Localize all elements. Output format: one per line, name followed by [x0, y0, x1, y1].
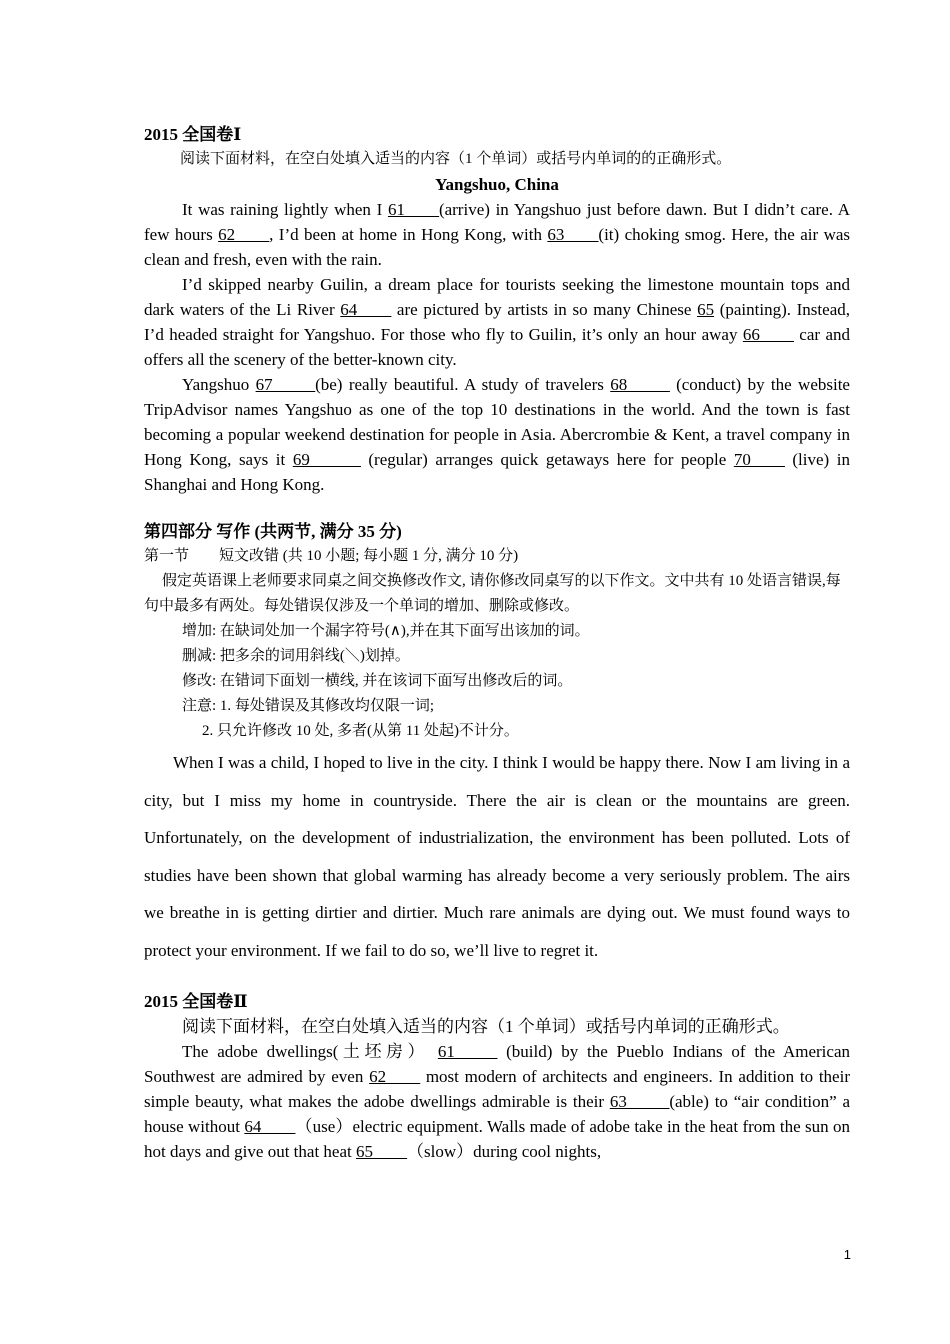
- section1-instruction: 阅读下面材料，在空白处填入适当的内容（1 个单词）或括号内单词的的正确形式。: [180, 151, 732, 167]
- text-run: I’d skipped nearby Guilin, a dream place for tourists seeking the limestone mountain tops and dark waters of the Li River: [144, 275, 850, 319]
- rule-delete: 删减: 把多余的词用斜线(＼)划掉。: [182, 648, 410, 664]
- blank-65: 65: [697, 300, 715, 319]
- text-run: (be) really beautiful. A study of travelers: [315, 375, 611, 394]
- text-run: (arrive) in Yangshuo just before dawn. But I didn’t care. A few hours: [144, 200, 850, 244]
- text-run: most modern of architects and engineers. In addition to their simple beauty, what makes the adobe dwellings admirable is their: [144, 1067, 850, 1111]
- spacer: [144, 969, 850, 989]
- blank-69: 69______: [292, 450, 361, 469]
- text-run: are pictured by artists in so many Chinese: [391, 300, 698, 319]
- correction-essay: When I was a child, I hoped to live in the city. I think I would be happy there. Now I am living in a city, but I miss my home in countryside. There the air is clean or the mountains are green. Unfortunately, on the development of industrialization, the environment has been polluted. Lots of studies have been shown that global warming has already become a very seriously problem. The airs we breathe in is getting dirtier and dirtier. Much rare animals are dying out. We must found ways to protect your environment. If we fail to do so, we’ll live to regret it.: [144, 753, 850, 960]
- passage-title: Yangshuo, China: [435, 175, 559, 194]
- page-number: 1: [843, 1247, 851, 1262]
- section3-heading: 2015 全国卷Ⅱ: [144, 992, 248, 1011]
- text-run: (live) in Shanghai and Hong Kong.: [144, 450, 850, 494]
- blank-61: 61____: [387, 200, 439, 219]
- blank-64: 64____: [340, 300, 392, 319]
- blank-2-65: 65____: [355, 1142, 407, 1161]
- blank-2-63: 63_____: [609, 1092, 670, 1111]
- text-run: （slow）during cool nights,: [406, 1142, 602, 1161]
- text-run: (painting). Instead, I’d headed straight for Yangshuo. For those who fly to Guilin, it’s only an hour away: [144, 300, 850, 344]
- text-run: （use）electric equipment. Walls made of adobe take in the heat from the sun on hot days and give out that heat: [144, 1117, 850, 1161]
- passage1-paragraph-2: [144, 272, 850, 372]
- text-run: (able) to “air condition” a house without: [144, 1092, 850, 1136]
- spacer: [144, 497, 850, 519]
- text-run: (build) by the Pueblo Indians of the American Southwest are admired by even: [144, 1042, 850, 1086]
- section2-heading: 第四部分 写作 (共两节, 满分 35 分): [144, 522, 402, 541]
- blank-70: 70____: [733, 450, 785, 469]
- section2-subheading: 第一节 短文改错 (共 10 小题; 每小题 1 分, 满分 10 分): [144, 548, 519, 564]
- text-run: , I’d been at home in Hong Kong, with: [269, 225, 548, 244]
- passage1-paragraph-3: [144, 372, 850, 497]
- text-run: The adobe dwellings(土坯房）: [182, 1042, 438, 1061]
- text-run: It was raining lightly when I: [182, 200, 388, 219]
- rule-modify: 修改: 在错词下面划一横线, 并在该词下面写出修改后的词。: [182, 673, 573, 689]
- note-2: 2. 只允许修改 10 处, 多者(从第 11 处起)不计分。: [202, 723, 519, 739]
- blank-68: 68_____: [610, 375, 670, 394]
- blank-62: 62____: [218, 225, 270, 244]
- rule-add: 增加: 在缺词处加一个漏字符号(∧),并在其下面写出该加的词。: [182, 623, 590, 639]
- text-run: (regular) arranges quick getaways here for people: [360, 450, 734, 469]
- blank-2-64: 64____: [244, 1117, 296, 1136]
- document-page: [144, 122, 850, 1164]
- blank-67: 67_____: [255, 375, 316, 394]
- section1-heading: 2015 全国卷Ⅰ: [144, 125, 242, 144]
- section3-instruction: 阅读下面材料，在空白处填入适当的内容（1 个单词）或括号内单词的正确形式。: [182, 1017, 790, 1036]
- blank-63: 63____: [547, 225, 599, 244]
- blank-2-61: 61_____: [437, 1042, 498, 1061]
- passage1-paragraph-1: [144, 197, 850, 272]
- text-run: (conduct) by the website TripAdvisor names Yangshuo as one of the top 10 destinations in the world. And the town is fast becoming a popular weekend destination for people in Asia. Abercrombie & Kent, a travel company in Hong Kong, says it: [144, 375, 850, 469]
- passage2-paragraph-1: [144, 1039, 850, 1164]
- note-1: 注意: 1. 每处错误及其修改均仅限一词;: [182, 698, 435, 714]
- section2-intro: 假定英语课上老师要求同桌之间交换修改作文, 请你修改同桌写的以下作文。文中共有 10 处语言错误,每句中最多有两处。每处错误仅涉及一个单词的增加、删除或修改。: [144, 573, 841, 614]
- text-run: car and offers all the scenery of the better-known city.: [144, 325, 850, 369]
- blank-2-62: 62____: [369, 1067, 421, 1086]
- text-run: (it) choking smog. Here, the air was clean and fresh, even with the rain.: [144, 225, 851, 269]
- blank-66: 66____: [742, 325, 794, 344]
- text-run: Yangshuo: [182, 375, 256, 394]
